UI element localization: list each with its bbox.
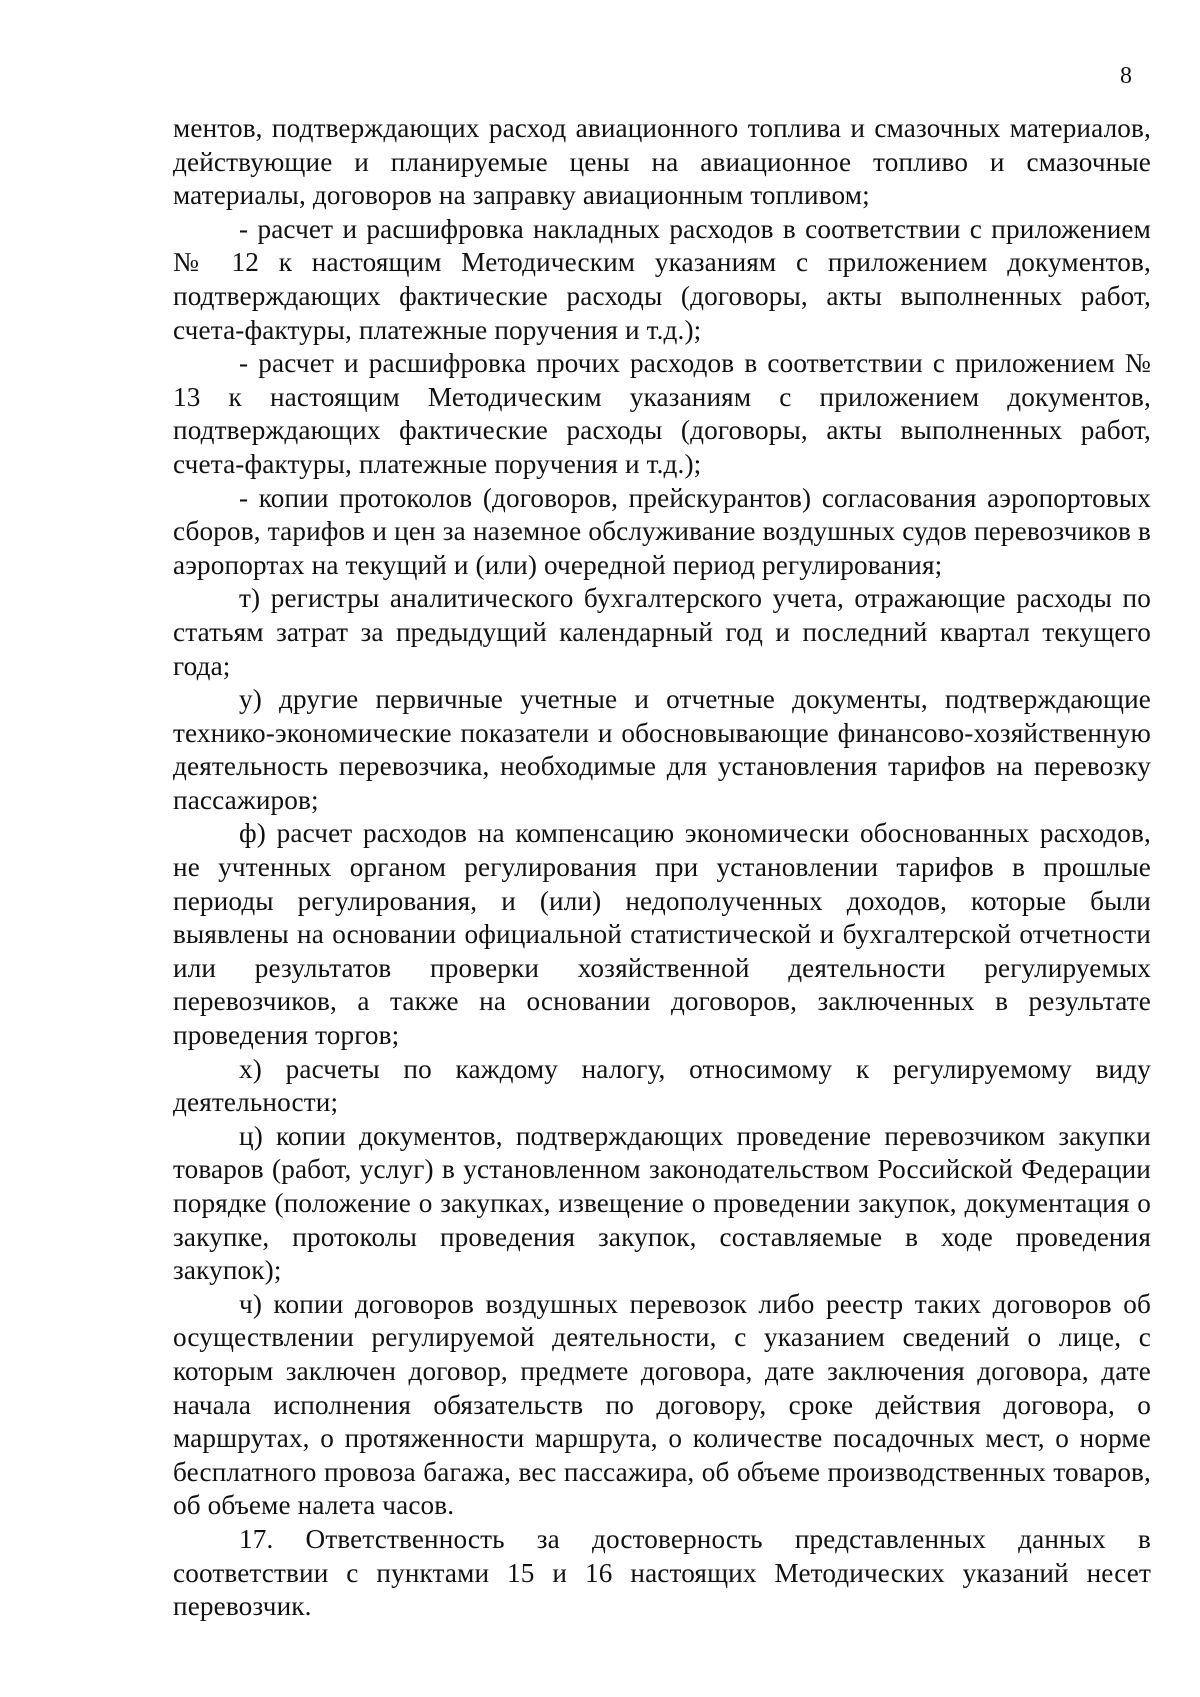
paragraph-item-kh: х) расчеты по каждому налогу, относимому к регулируемому виду деятельности; <box>173 1053 1151 1118</box>
paragraph-airport-fees-protocols: - копии протоколов (договоров, прейскурантов) согласования аэропортовых сборов, тарифов и цен за наземное обслуживание воздушных судов перевозчиков в аэропортах на текущий и (или) очередной период регулирования; <box>173 482 1151 580</box>
paragraph-item-t: т) регистры аналитического бухгалтерского учета, отражающие расходы по статьям затрат за предыдущий календарный год и последний квартал текущего года; <box>173 583 1151 681</box>
paragraph-item-ts: ц) копии документов, подтверждающих проведение перевозчиком закупки товаров (работ, услуг) в установленном законодательством Российской Федерации порядке (положение о закупках, извещение о проведении закупок, документация о закупке, протоколы проведения закупок, составляемые в ходе проведения закупок); <box>173 1120 1151 1286</box>
paragraph-clause-17: 17. Ответственность за достоверность представленных данных в соответствии с пунктами 15 и 16 настоящих Методических указаний несет перевозчик. <box>173 1523 1151 1622</box>
document-body <box>173 112 1151 1624</box>
paragraph-item-f: ф) расчет расходов на компенсацию экономически обоснованных расходов, не учтенных органом регулирования при установлении тарифов в прошлые периоды регулирования, и (или) недополученных доходов, которые были выявлены на основании официальной статистической и бухгалтерской отчетности или результатов проверки хозяйственной деятельности регулируемых перевозчиков, а также на основании договоров, заключенных в результате проведения торгов; <box>173 818 1151 1051</box>
paragraph-other-costs: - расчет и расшифровка прочих расходов в соответствии с приложением № 13 к настоящим Методическим указаниям с приложением документов, подтверждающих фактические расходы (договоры, акты выполненных работ, счета-фактуры, платежные поручения и т.д.); <box>173 348 1151 479</box>
paragraph-item-ch: ч) копии договоров воздушных перевозок либо реестр таких договоров об осуществлении регулируемой деятельности, с указанием сведений о лице, с которым заключен договор, предмете договора, дате заключения договора, дате начала исполнения обязательств по договору, сроке действия договора, о маршрутах, о протяженности маршрута, о количестве посадочных мест, о норме бесплатного провоза багажа, вес пассажира, об объеме производственных товаров, об объеме налета часов. <box>173 1288 1151 1521</box>
paragraph-item-u: у) другие первичные учетные и отчетные документы, подтверждающие технико-экономические показатели и обосновывающие финансово-хозяйственную деятельность перевозчика, необходимые для установления тарифов на перевозку пассажиров; <box>173 684 1151 815</box>
paragraph-continuation-fuel-documents: ментов, подтверждающих расход авиационного топлива и смазочных материалов, действующие и планируемые цены на авиационное топливо и смазочные материалы, договоров на заправку авиационным топливом; <box>173 113 1151 211</box>
page-number: 8 <box>1120 63 1132 89</box>
paragraph-overhead-costs: - расчет и расшифровка накладных расходов в соответствии с приложением № 12 к настоящим Методическим указаниям с приложением документов, подтверждающих фактические расходы (договоры, акты выполненных работ, счета-фактуры, платежные поручения и т.д.); <box>173 213 1151 345</box>
